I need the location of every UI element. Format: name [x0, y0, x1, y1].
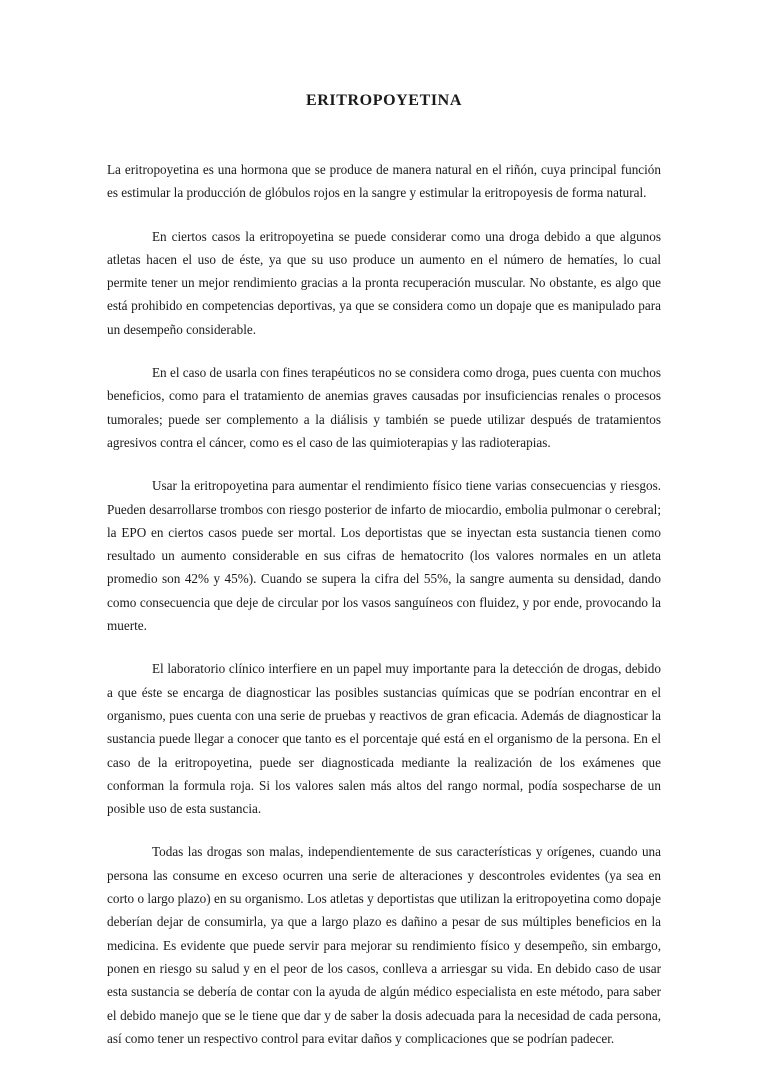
paragraph-therapeutic-use: En el caso de usarla con fines terapéuticos no se considera como droga, pues cuenta con muchos beneficios, como para el tratamiento de anemias graves causadas por insuficiencias renales o procesos tumorales; puede ser complemento a la diálisis y también se puede utilizar después de tratamientos agresivos contra el cáncer, como es el caso de las quimioterapias y las radioterapias. — [107, 365, 661, 450]
document-body — [107, 158, 661, 1070]
paragraph-doping: En ciertos casos la eritropoyetina se puede considerar como una droga debido a que algunos atletas hacen el uso de éste, ya que su uso produce un aumento en el número de hematíes, lo cual permite tener un mejor rendimiento gracias a la pronta recuperación muscular. No obstante, es algo que está prohibido en competencias deportivas, ya que se considera como un dopaje que es manipulado para un desempeño considerable. — [107, 228, 661, 337]
paragraph-risks: Usar la eritropoyetina para aumentar el rendimiento físico tiene varias consecuencias y riesgos. Pueden desarrollarse trombos con riesgo posterior de infarto de miocardio, embolia pulmonar o cerebral; la EPO en ciertos casos puede ser mortal. Los deportistas que se inyectan esta sustancia tienen como resultado un aumento considerable en sus cifras de hematocrito (los valores normales en un atleta promedio son 42% y 45%). Cuando se supera la cifra del 55%, la sangre aumenta su densidad, dando como consecuencia que deje de circular por los vasos sanguíneos con fluidez, y por ende, provocando la muerte. — [107, 478, 661, 634]
paragraph-intro: La eritropoyetina es una hormona que se produce de manera natural en el riñón, cuya principal función es estimular la producción de glóbulos rojos en la sangre y estimular la eritropoyesis de forma natural. — [107, 162, 661, 201]
paragraph-conclusion: Todas las drogas son malas, independientemente de sus características y orígenes, cuando una persona las consume en exceso ocurren una serie de alteraciones y descontroles evidentes (ya sea en corto o largo plazo) en su organismo. Los atletas y deportistas que utilizan la eritropoyetina como dopaje deberían dejar de consumirla, ya que a largo plazo es dañino a pesar de sus múltiples beneficios en la medicina. Es evidente que puede servir para mejorar su rendimiento físico y desempeño, sin embargo, ponen en riesgo su salud y en el peor de los casos, conlleva a arriesgar su vida. En debido caso de usar esta sustancia se debería de contar con la ayuda de algún médico especialista en este método, para saber el debido manejo que se le tiene que dar y de saber la dosis adecuada para la necesidad de cada persona, así como tener un respectivo control para evitar daños y complicaciones que se podrían padecer. — [107, 844, 661, 1046]
paragraph-laboratory: El laboratorio clínico interfiere en un papel muy importante para la detección de drogas, debido a que éste se encarga de diagnosticar las posibles sustancias químicas que se podrían encontrar en el organismo, pues cuenta con una serie de pruebas y reactivos de gran eficacia. Además de diagnosticar la sustancia puede llegar a conocer que tanto es el porcentaje qué está en el organismo de la persona. En el caso de la eritropoyetina, puede ser diagnosticada mediante la realización de los exámenes que conforman la formula roja. Si los valores salen más altos del rango normal, podía sospecharse de un posible uso de esta sustancia. — [107, 661, 661, 817]
document-title: ERITROPOYETINA — [306, 92, 462, 109]
